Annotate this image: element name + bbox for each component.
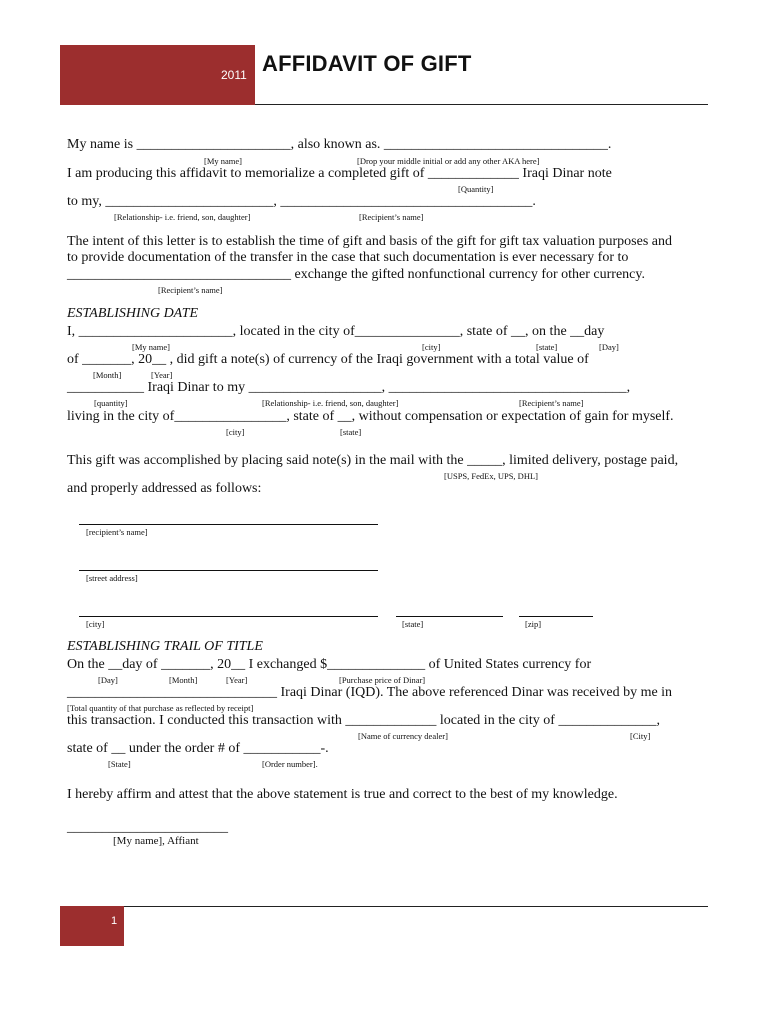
intro-label-quantity: [Quantity] bbox=[458, 184, 494, 194]
date-line-1: I, ______________________, located in the city of_______________, state of __, on the __day bbox=[67, 324, 605, 339]
address-label-zip: [zip] bbox=[525, 619, 542, 629]
trail-label-dealer: [Name of currency dealer] bbox=[358, 731, 448, 741]
trail-label-total-quantity: [Total quantity of that purchase as reflected by receipt] bbox=[67, 703, 254, 713]
address-line-recipient bbox=[79, 524, 378, 525]
mail-label-carrier: [USPS, FedEx, UPS, DHL] bbox=[444, 471, 538, 481]
trail-heading: ESTABLISHING TRAIL OF TITLE bbox=[67, 639, 263, 654]
date-line-2: of _______, 20__ , did gift a note(s) of currency of the Iraqi government with a total value of bbox=[67, 352, 589, 367]
address-label-street: [street address] bbox=[86, 573, 138, 583]
intent-line-3: ________________________________ exchange the gifted nonfunctional currency for other currency. bbox=[67, 267, 645, 282]
mail-line-2: and properly addressed as follows: bbox=[67, 481, 262, 496]
date-label-my-name: [My name] bbox=[132, 342, 171, 352]
date-line-4: living in the city of________________, state of __, without compensation or expectation of gain for myself. bbox=[67, 409, 674, 424]
date-label-state-2: [state] bbox=[340, 427, 362, 437]
intro-line-3: to my, ________________________, ____________________________________. bbox=[67, 194, 536, 209]
address-label-city: [city] bbox=[86, 619, 105, 629]
date-label-city: [city] bbox=[422, 342, 441, 352]
header-year: 2011 bbox=[221, 68, 247, 82]
intro-label-my-name: [My name] bbox=[204, 156, 243, 166]
date-label-month: [Month] bbox=[93, 370, 122, 380]
intent-line-2: to provide documentation of the transfer in the case that such documentation is ever necessary for to bbox=[67, 250, 629, 265]
date-line-3: ___________ Iraqi Dinar to my ___________________, __________________________________, bbox=[67, 380, 631, 395]
document-title: AFFIDAVIT OF GIFT bbox=[262, 51, 472, 76]
date-label-recipient: [Recipient’s name] bbox=[519, 398, 584, 408]
intro-label-recipient: [Recipient’s name] bbox=[359, 212, 424, 222]
address-label-state: [state] bbox=[402, 619, 424, 629]
address-label-recipient: [recipient’s name] bbox=[86, 527, 148, 537]
intent-label-recipient: [Recipient’s name] bbox=[158, 285, 223, 295]
date-label-city-2: [city] bbox=[226, 427, 245, 437]
date-label-quantity: [quantity] bbox=[94, 398, 128, 408]
mail-line-1: This gift was accomplished by placing said note(s) in the mail with the _____, limited delivery, postage paid, bbox=[67, 453, 679, 468]
address-line-street bbox=[79, 570, 378, 571]
trail-label-month: [Month] bbox=[169, 675, 198, 685]
intro-label-relationship: [Relationship- i.e. friend, son, daughter] bbox=[114, 212, 251, 222]
trail-label-purchase-price: [Purchase price of Dinar] bbox=[339, 675, 426, 685]
date-label-state: [state] bbox=[536, 342, 558, 352]
trail-line-2: ______________________________ Iraqi Dinar (IQD). The above referenced Dinar was received by me in bbox=[67, 685, 673, 700]
page-number: 1 bbox=[111, 915, 118, 927]
intro-label-aka: [Drop your middle initial or add any other AKA here] bbox=[357, 156, 540, 166]
trail-line-3: this transaction. I conducted this transaction with _____________ located in the city of ______________, bbox=[67, 713, 660, 728]
trail-line-4: state of __ under the order # of ___________-. bbox=[67, 741, 329, 756]
address-line-city bbox=[79, 616, 378, 617]
trail-label-order-number: [Order number]. bbox=[262, 759, 318, 769]
trail-line-1: On the __day of _______, 20__ I exchanged $______________ of United States currency for bbox=[67, 657, 592, 672]
affirmation-text: I hereby affirm and attest that the above statement is true and correct to the best of my knowledge. bbox=[67, 787, 618, 802]
header-rule bbox=[255, 104, 708, 105]
date-label-relationship: [Relationship- i.e. friend, son, daughter] bbox=[262, 398, 399, 408]
trail-label-city: [City] bbox=[630, 731, 651, 741]
intro-line-2: I am producing this affidavit to memorialize a completed gift of _____________ Iraqi Dinar note bbox=[67, 166, 612, 181]
trail-label-year: [Year] bbox=[226, 675, 248, 685]
address-line-state bbox=[396, 616, 503, 617]
date-label-year: [Year] bbox=[151, 370, 173, 380]
trail-label-day: [Day] bbox=[98, 675, 118, 685]
intro-line-1: My name is ______________________, also known as. ________________________________. bbox=[67, 137, 612, 152]
address-line-zip bbox=[519, 616, 593, 617]
trail-label-state: [State] bbox=[108, 759, 131, 769]
date-label-day: [Day] bbox=[599, 342, 619, 352]
intent-line-1: The intent of this letter is to establish the time of gift and basis of the gift for gift tax valuation purposes and bbox=[67, 234, 672, 249]
footer-rule bbox=[124, 906, 708, 907]
signature-line: _______________________ bbox=[67, 820, 228, 835]
establishing-date-heading: ESTABLISHING DATE bbox=[67, 306, 199, 321]
signature-label: [My name], Affiant bbox=[113, 835, 199, 847]
